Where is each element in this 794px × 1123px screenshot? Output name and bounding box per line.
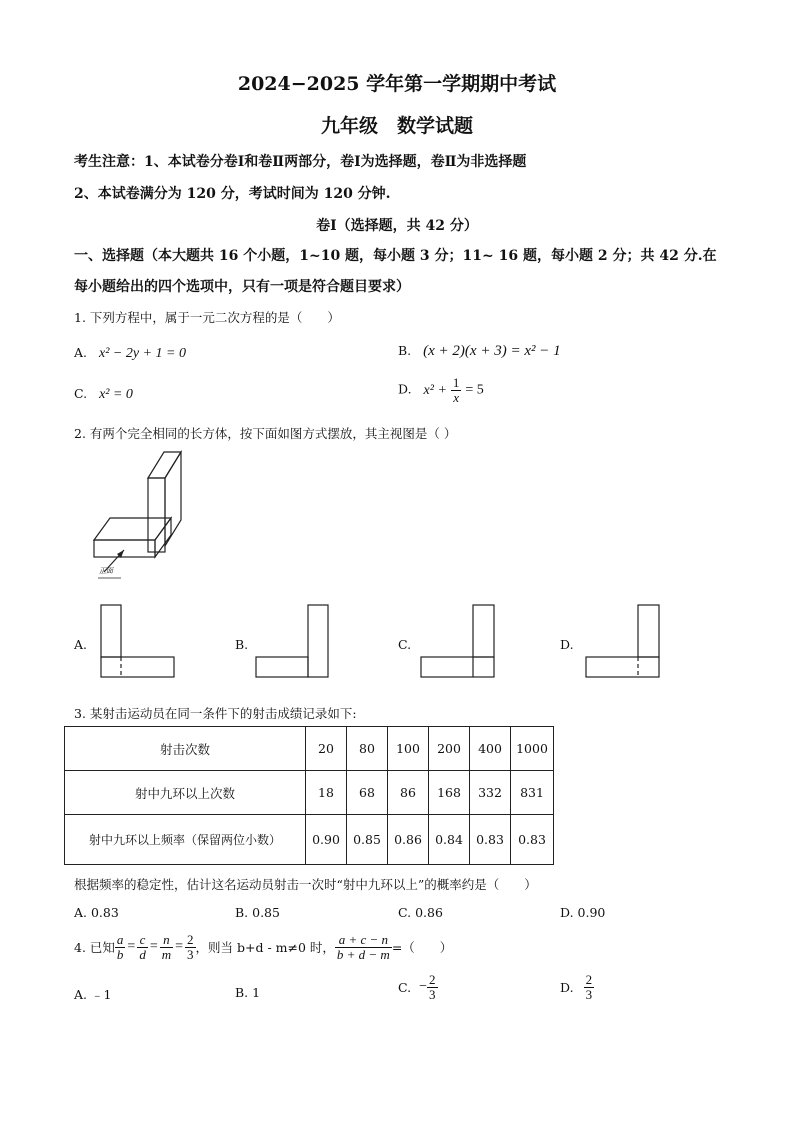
q1-option-c-expr: x² = 0 (99, 387, 133, 402)
q3-option-a[interactable]: A. 0.83 (74, 905, 119, 920)
q4-c-den: 3 (429, 986, 436, 1002)
q4-fraction-2-3 (185, 933, 196, 961)
q4-f1-num: a (116, 932, 124, 947)
table-row (65, 727, 554, 771)
table-cell: 18 (306, 771, 347, 815)
exam-title: 2024−2025 学年第一学期期中考试 (237, 73, 557, 95)
q1-option-d-label: D. (398, 381, 412, 397)
q3-stem: 3. 某射击运动员在同一条件下的射击成绩记录如下: (74, 706, 357, 721)
q4-f2-num: c (137, 933, 148, 948)
table-cell: 0.86 (388, 815, 429, 865)
q1-option-b-label: B. (398, 343, 412, 358)
section-intro-line-2: 每小题给出的四个选项中，只有一项是符合题目要求） (74, 279, 410, 295)
q4-eq-1: = (127, 939, 136, 955)
q4-f5-num: a + c − n (335, 933, 392, 948)
q3-score-table (64, 726, 554, 865)
q4-eq-3: = (175, 939, 184, 955)
q4-fraction-c-d (137, 933, 148, 961)
table-cell: 831 (511, 771, 554, 815)
q2-option-c-label[interactable]: C. (398, 637, 412, 652)
notice-line-2: 2、本试卷满分为 120 分，考试时间为 120 分钟. (74, 186, 391, 202)
table-cell: 168 (429, 771, 470, 815)
table-cell: 100 (388, 727, 429, 771)
q4-f3-num: n (160, 933, 173, 948)
table-cell: 20 (306, 727, 347, 771)
q4-fraction-a-b (115, 933, 126, 961)
table-cell: 400 (470, 727, 511, 771)
q2-front-label: 正面 (99, 567, 113, 575)
q4-option-b[interactable]: B. 1 (235, 985, 261, 1000)
table-cell: 332 (470, 771, 511, 815)
q2-option-a-label[interactable]: A. (74, 637, 88, 652)
q4-option-c[interactable] (398, 973, 438, 1001)
table-cell: 0.85 (347, 815, 388, 865)
table-cell: 0.83 (511, 815, 554, 865)
q4-fraction-n-m (160, 933, 173, 961)
table-cell: 1000 (511, 727, 554, 771)
q4-eq-2: = (149, 939, 158, 955)
q1-option-b-expr: (x + 2)(x + 3) = x² − 1 (423, 343, 561, 359)
q1-option-d-lhs: x² + (423, 382, 447, 398)
notice-line-1: 考生注意：1、本试卷分卷Ⅰ和卷Ⅱ两部分，卷Ⅰ为选择题，卷Ⅱ为非选择题 (74, 154, 527, 170)
table-row (65, 771, 554, 815)
q4-prefix: 4. 已知 (74, 940, 115, 956)
q4-f4-den: 3 (187, 946, 194, 962)
q3-option-d[interactable]: D. 0.90 (560, 905, 606, 920)
q4-option-d-label: D. (560, 979, 574, 995)
table-cell: 86 (388, 771, 429, 815)
q1-option-d[interactable] (398, 376, 484, 404)
table-cell: 200 (429, 727, 470, 771)
q1-option-a[interactable] (74, 345, 186, 362)
table-cell: 68 (347, 771, 388, 815)
table-cell: 0.83 (470, 815, 511, 865)
q4-option-c-fraction (427, 973, 438, 1001)
q1-option-b[interactable] (398, 343, 561, 360)
q4-f2-den: d (139, 946, 146, 962)
table-row-label: 射中九环以上次数 (65, 771, 306, 815)
q4-option-c-sign: − (419, 979, 427, 995)
q4-f1-den: b (116, 946, 124, 962)
q1-option-d-rhs: = 5 (465, 382, 484, 398)
q1-d-frac-num: 1 (452, 375, 460, 390)
q4-suffix: =（ ） (391, 940, 453, 956)
q4-stem (74, 933, 452, 961)
q4-c-num: 2 (429, 972, 436, 987)
q4-option-d-fraction (584, 973, 595, 1001)
q4-option-a[interactable]: A. ﹣1 (74, 987, 112, 1002)
exam-subtitle: 九年级 数学试题 (320, 115, 473, 137)
q4-target-fraction (335, 933, 392, 961)
q2-stem: 2. 有两个完全相同的长方体，按下面如图方式摆放，其主视图是（ ） (74, 426, 457, 441)
q4-f5-den: b + d − m (336, 946, 390, 962)
q2-option-d-view (585, 604, 685, 684)
q1-option-d-fraction (451, 376, 462, 404)
q4-f4-num: 2 (187, 932, 194, 947)
q1-stem: 1. 下列方程中，属于一元二次方程的是（ ） (74, 310, 340, 325)
q1-option-c-label: C. (74, 386, 88, 401)
section-intro-line-1: 一、选择题（本大题共 16 个小题，1~10 题，每小题 3 分；11~ 16 题，每小题 2 分；共 42 分.在 (74, 248, 717, 264)
q4-d-num: 2 (585, 972, 593, 987)
q2-option-a-view (100, 604, 200, 684)
q2-option-d-label[interactable]: D. (560, 637, 574, 652)
q4-f3-den: m (161, 946, 172, 962)
table-row-label: 射击次数 (65, 727, 306, 771)
section-heading: 卷Ⅰ（选择题，共 42 分） (316, 218, 478, 234)
q2-option-b-view (255, 604, 355, 684)
table-row-label: 射中九环以上频率（保留两位小数） (65, 815, 306, 865)
q4-option-d[interactable] (560, 973, 594, 1001)
q4-option-c-label: C. (398, 979, 412, 995)
q1-option-c[interactable] (74, 386, 133, 403)
q3-option-c[interactable]: C. 0.86 (398, 905, 443, 920)
q2-option-c-view (420, 604, 520, 684)
q1-d-frac-den: x (453, 389, 460, 405)
q3-question: 根据频率的稳定性，估计这名运动员射击一次时“射中九环以上”的概率约是（ ） (74, 877, 537, 892)
q2-option-b-label[interactable]: B. (235, 637, 249, 652)
table-cell: 80 (347, 727, 388, 771)
q1-option-a-expr: x² − 2y + 1 = 0 (99, 346, 186, 361)
q3-option-b[interactable]: B. 0.85 (235, 905, 280, 920)
q4-middle: ，则当 b+d - m≠0 时， (195, 940, 335, 956)
q4-d-den: 3 (585, 986, 593, 1002)
q1-option-a-label: A. (74, 345, 88, 360)
table-cell: 0.84 (429, 815, 470, 865)
table-cell: 0.90 (306, 815, 347, 865)
table-row (65, 815, 554, 865)
